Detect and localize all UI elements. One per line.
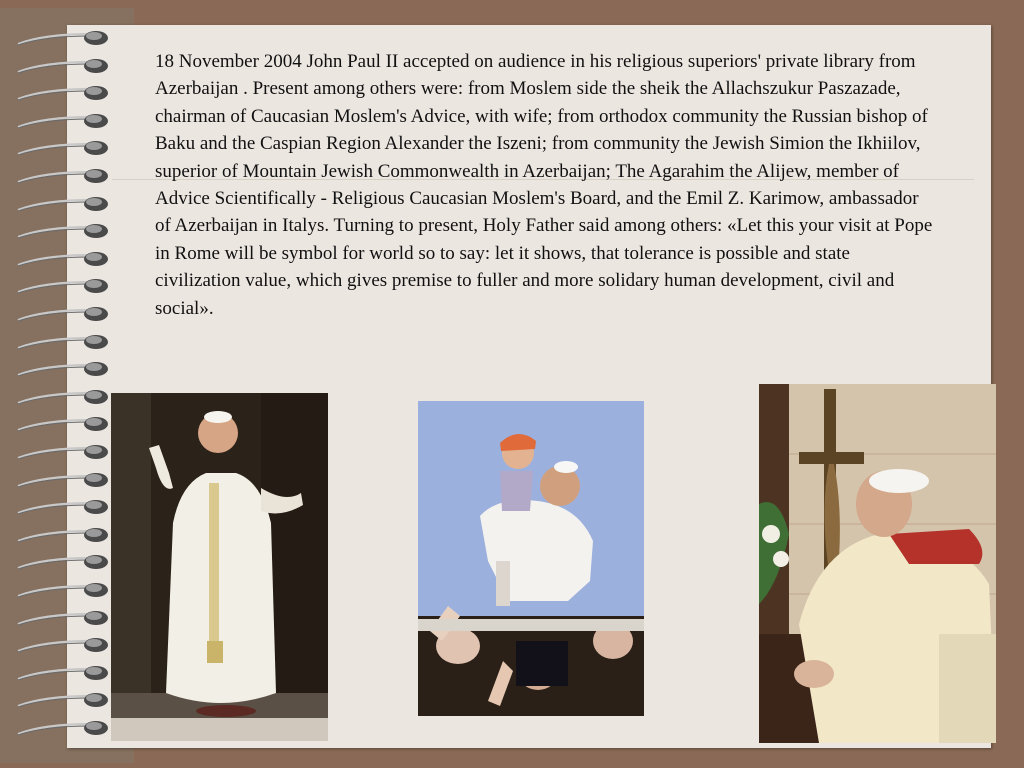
slide-paragraph: 18 November 2004 John Paul II accepted on audience in his religious superiors' private library from Azerbaijan . Present among others were: from Moslem side the sheik the Allachszukur Paszazade, chairman of Caucasian Moslem's Advice, with wife; from orthodox community the Russian bishop of Baku and the Caspian Region Alexander the Iszeni; from community the Jewish Simion the Ikhiilov, superior of Mountain Jewish Commonwealth in Azerbaijan; The Agarahim the Alijew, member of Advice Scientifically - Religious Caucasian Moslem's Board, and the Emil Z. Karimow, ambassador of Azerbaijan in Italys. Turning to present, Holy Father said among others: «Let this your visit at Pope in Rome will be symbol for world so to say: let it shows, that tolerance is possible and state civilization value, which gives premise to fuller and more solidary human development, civil and social». (155, 51, 933, 319)
spiral-coil (14, 56, 114, 76)
photo-pope-holding-child (418, 401, 644, 716)
spiral-coil (14, 83, 114, 103)
spiral-coil (14, 525, 114, 545)
spiral-coil (14, 608, 114, 628)
spiral-coil (14, 442, 114, 462)
photo-pope-praying (759, 384, 996, 743)
spiral-coil (14, 221, 114, 241)
spiral-coil (14, 332, 114, 352)
spiral-coil (14, 387, 114, 407)
spiral-coil (14, 28, 114, 48)
spiral-coil (14, 635, 114, 655)
spiral-coil (14, 304, 114, 324)
spiral-coil (14, 249, 114, 269)
spiral-coil (14, 718, 114, 738)
photo-pope-standing (111, 393, 328, 741)
spiral-coil (14, 497, 114, 517)
spiral-coil (14, 276, 114, 296)
spiral-coil (14, 138, 114, 158)
spiral-coil (14, 690, 114, 710)
spiral-binding (14, 28, 114, 748)
spiral-coil (14, 580, 114, 600)
spiral-coil (14, 663, 114, 683)
spiral-coil (14, 166, 114, 186)
spiral-coil (14, 414, 114, 434)
spiral-coil (14, 194, 114, 214)
spiral-coil (14, 111, 114, 131)
spiral-coil (14, 552, 114, 572)
spiral-coil (14, 359, 114, 379)
spiral-coil (14, 470, 114, 490)
